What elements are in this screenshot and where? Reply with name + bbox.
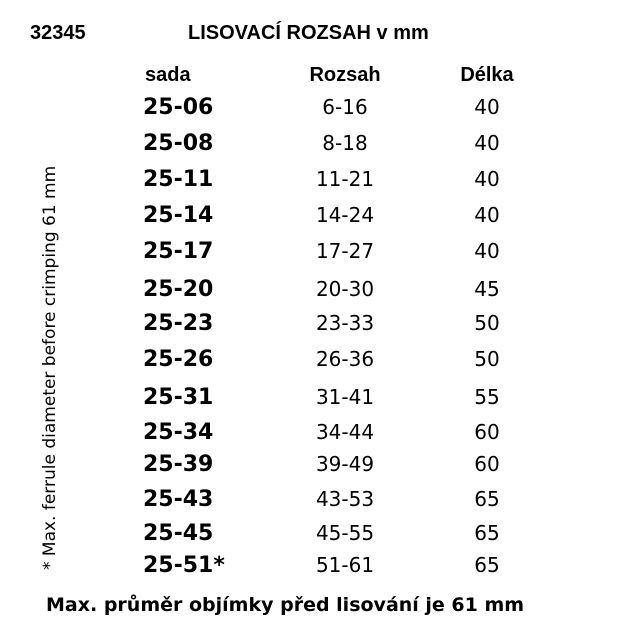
range-cell: 45-55 [315, 521, 375, 545]
set-cell: 25-39 [143, 452, 214, 477]
table-row [0, 347, 640, 379]
length-cell: 40 [474, 239, 500, 263]
set-cell: 25-31 [143, 385, 214, 410]
length-cell: 50 [474, 347, 500, 371]
range-cell: 11-21 [315, 167, 375, 191]
table-row [0, 131, 640, 163]
length-cell: 40 [474, 95, 500, 119]
side-note: * Max. ferrule diameter before crimping 61 mm [40, 165, 60, 570]
table-row [0, 420, 640, 452]
length-cell: 40 [474, 203, 500, 227]
table-row [0, 203, 640, 235]
table-row [0, 521, 640, 553]
range-cell: 43-53 [315, 487, 375, 511]
set-cell: 25-14 [143, 203, 214, 228]
range-cell: 51-61 [315, 553, 375, 577]
range-cell: 14-24 [315, 203, 375, 227]
range-cell: 8-18 [322, 131, 368, 155]
range-cell: 31-41 [315, 385, 375, 409]
length-cell: 65 [474, 553, 500, 577]
table-row [0, 487, 640, 519]
length-cell: 65 [474, 521, 500, 545]
range-cell: 26-36 [315, 347, 375, 371]
set-cell: 25-20 [143, 277, 214, 302]
column-header-length: Délka [460, 64, 514, 86]
table-row [0, 311, 640, 343]
range-cell: 34-44 [315, 420, 375, 444]
range-cell: 20-30 [315, 277, 375, 301]
column-header-range: Rozsah [309, 64, 381, 86]
length-cell: 50 [474, 311, 500, 335]
length-cell: 40 [474, 131, 500, 155]
table-row [0, 95, 640, 127]
set-cell: 25-43 [143, 487, 214, 512]
length-cell: 65 [474, 487, 500, 511]
table-row [0, 553, 640, 585]
column-header-set: sada [145, 64, 191, 86]
length-cell: 45 [474, 277, 500, 301]
length-cell: 55 [474, 385, 500, 409]
set-cell: 25-34 [143, 420, 214, 445]
set-cell: 25-26 [143, 347, 214, 372]
table-row [0, 167, 640, 199]
range-cell: 17-27 [315, 239, 375, 263]
table-row [0, 452, 640, 484]
product-code: 32345 [30, 22, 86, 44]
set-cell: 25-11 [143, 167, 214, 192]
table-row [0, 239, 640, 271]
range-cell: 39-49 [315, 452, 375, 476]
length-cell: 60 [474, 452, 500, 476]
table-row [0, 277, 640, 309]
set-cell: 25-06 [143, 95, 214, 120]
length-cell: 60 [474, 420, 500, 444]
set-cell: 25-08 [143, 131, 214, 156]
set-cell: 25-51* [143, 553, 225, 578]
set-cell: 25-23 [143, 311, 214, 336]
set-cell: 25-45 [143, 521, 214, 546]
table-row [0, 385, 640, 417]
range-cell: 6-16 [322, 95, 368, 119]
page-title: LISOVACÍ ROZSAH v mm [188, 22, 429, 44]
set-cell: 25-17 [143, 239, 214, 264]
footer-note: Max. průměr objímky před lisování je 61 mm [46, 594, 525, 616]
length-cell: 40 [474, 167, 500, 191]
range-cell: 23-33 [315, 311, 375, 335]
